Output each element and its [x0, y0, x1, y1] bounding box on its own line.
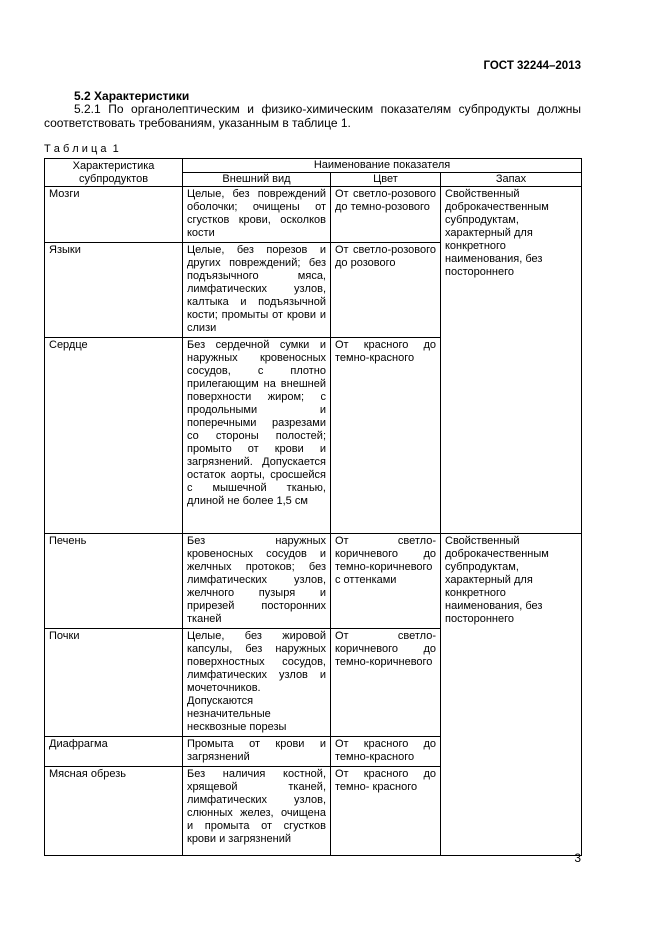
cell-appearance: Целые, без порезов и других повреждений; без подъязычного мяса, лимфатических узлов, калтыка и подъязычной кости; промыты от крови и слизи [183, 243, 331, 338]
cell-product-name: Сердце [45, 338, 183, 534]
col-header-appearance: Внешний вид [183, 173, 331, 187]
cell-color: От светло-коричневого до темно-коричневого [331, 629, 441, 737]
col-header-smell: Запах [441, 173, 582, 187]
page-number: 3 [574, 851, 581, 865]
cell-product-name: Печень [45, 534, 183, 629]
cell-color: От светло-розового до розового [331, 243, 441, 338]
cell-smell: Свойственный доброкачественным субпродуктам, характерный для конкретного наименования, без постороннего [441, 187, 582, 534]
table-caption: Т а б л и ц а 1 [44, 143, 119, 155]
standard-number: ГОСТ 32244–2013 [483, 60, 581, 72]
section-heading: 5.2 Характеристики [74, 89, 190, 103]
col-header-group: Наименование показателя [183, 159, 582, 173]
characteristics-table [44, 158, 582, 856]
section-paragraph: 5.2.1 По органолептическим и физико-химическим показателям субпродукты должны соответствовать требованиям, указанным в таблице 1. [44, 102, 581, 130]
cell-color: От светло-коричневого до темно-коричневого с оттенками [331, 534, 441, 629]
col-header-color: Цвет [331, 173, 441, 187]
table-row [45, 534, 582, 629]
cell-appearance: Без наружных кровеносных сосудов и желчных протоков; без лимфатических узлов, желчного пузыря и прирезей посторонних тканей [183, 534, 331, 629]
cell-appearance: Без наличия костной, хрящевой тканей, лимфатических узлов, слюнных желез, очищена и промыта от сгустков крови и загрязнений [183, 767, 331, 856]
cell-appearance: Без сердечной сумки и наружных кровеносных сосудов, с плотно прилегающим на внешней поверхности жиром; с продольными и поперечными разрезами со стороны полостей; промыто от крови и загрязнений. Допускается остаток аорты, сросшейся с мышечной тканью, длиной не более 1,5 см [183, 338, 331, 534]
cell-appearance: Целые, без жировой капсулы, без наружных поверхностных сосудов, лимфатических узлов и мочеточников. Допускаются незначительные несквозные порезы [183, 629, 331, 737]
cell-smell: Свойственный доброкачественным субпродуктам, характерный для конкретного наименования, без постороннего [441, 534, 582, 856]
cell-product-name: Почки [45, 629, 183, 737]
cell-product-name: Мозги [45, 187, 183, 243]
cell-product-name: Языки [45, 243, 183, 338]
table-row [45, 187, 582, 243]
table-header-row [45, 159, 582, 173]
cell-color: От красного до темно- красного [331, 767, 441, 856]
cell-product-name: Мясная обрезь [45, 767, 183, 856]
cell-product-name: Диафрагма [45, 737, 183, 767]
page-content [44, 60, 581, 856]
cell-appearance: Целые, без повреждений оболочки; очищены от сгустков крови, осколков кости [183, 187, 331, 243]
cell-color: От красного до темно-красного [331, 338, 441, 534]
doc-header [44, 60, 581, 72]
cell-appearance: Промыта от крови и загрязнений [183, 737, 331, 767]
cell-color: От светло-розового до темно-розового [331, 187, 441, 243]
col-header-characteristic: Характеристика субпродуктов [45, 159, 183, 187]
cell-color: От красного до темно-красного [331, 737, 441, 767]
